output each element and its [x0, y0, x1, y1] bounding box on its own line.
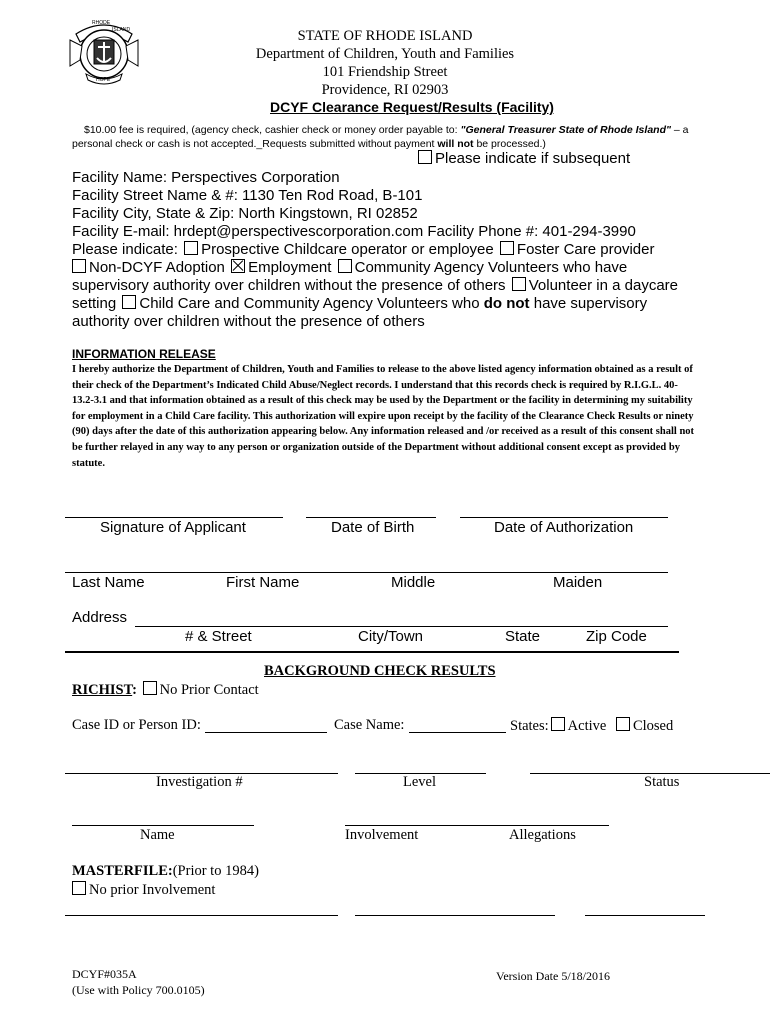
facility-name: Facility Name: Perspectives Corporation: [72, 169, 340, 186]
no-prior-involvement-label: No prior Involvement: [89, 882, 216, 898]
checkbox-non-supervisory-volunteers[interactable]: [122, 295, 136, 309]
policy-reference: (Use with Policy 700.0105): [72, 983, 205, 997]
active-label: Active: [567, 718, 607, 734]
maiden-name-label: Maiden: [553, 574, 603, 591]
masterfile-line-2[interactable]: [355, 915, 555, 916]
info-release-text: I hereby authorize the Department of Children, Youth and Families to release to the above listed agency information obtained as a result of their check of the Department’s Indicated Child Abuse/Neglect records. I understand that this records check is required by R.I.G.L. 40-13.2-3.1 and that information obtained as a result of this check may be used by the Department or the facility in determining my suitability for employment in a Child Care facility. This authorization will expire upon receipt by the facility of the Clearance Check Results or ninety (90) days after the date of this authorization appearing below. Any information released and /or received as a result of this consent shall not be further relayed in any way to any person or organization outside of the Department without additional consent except as provided by statute.: [72, 364, 695, 469]
case-name-line[interactable]: [409, 732, 506, 733]
case-id-line[interactable]: [205, 732, 327, 733]
checkbox-employment[interactable]: [231, 259, 245, 273]
header-line-2: Department of Children, Youth and Families: [255, 46, 515, 62]
closed-checkbox[interactable]: [616, 717, 630, 731]
label-foster-care: Foster Care provider: [516, 241, 655, 258]
city-label: City/Town: [358, 628, 424, 645]
checkbox-prospective-childcare[interactable]: [184, 241, 198, 255]
name-line[interactable]: [65, 572, 668, 573]
subsequent-label: Please indicate if subsequent: [435, 150, 631, 167]
investigation-label: Investigation #: [156, 774, 243, 790]
first-name-label: First Name: [226, 574, 300, 591]
header-line-4: Providence, RI 02903: [321, 82, 449, 98]
indicate-label: Please indicate:: [72, 241, 178, 258]
active-checkbox[interactable]: [551, 717, 565, 731]
header-line-3: 101 Friendship Street: [322, 64, 448, 80]
states-row: [510, 717, 673, 735]
richist-row: RICHIST: No Prior Contact: [72, 682, 259, 698]
subsequent-checkbox[interactable]: [418, 150, 432, 164]
section-divider: [65, 651, 679, 653]
case-id-label: Case ID or Person ID:: [72, 717, 201, 733]
label-community-volunteers: Community Agency Volunteers who have supervisory authority over children without the presence of others: [72, 259, 628, 294]
zip-label: Zip Code: [586, 628, 647, 645]
indicate-row-1: [72, 241, 654, 259]
header-line-1: STATE OF RHODE ISLAND: [297, 28, 473, 44]
dob-line[interactable]: [306, 517, 436, 518]
checkbox-foster-care[interactable]: [500, 241, 514, 255]
seal-ring-text-left: ISLAND: [112, 27, 131, 33]
label-non-dcyf-adoption: Non-DCYF Adoption: [89, 259, 225, 276]
name-result-label: Name: [140, 827, 175, 843]
facility-street: Facility Street Name & #: 1130 Ten Rod Road, B-101: [72, 187, 423, 204]
address-label: Address: [72, 609, 128, 626]
indicate-options-block: Non-DCYF Adoption Employment Community Agency Volunteers who have supervisory authority over children without the presence of others Volunteer in a daycare setting Child Care and Community Agency Volunteers who do not have supervisory authority over children without the presence of others: [72, 259, 679, 330]
facility-city: Facility City, State & Zip: North Kingstown, RI 02852: [72, 205, 418, 222]
address-line[interactable]: [135, 626, 668, 627]
seal-ring-text-bottom: HOPE: [96, 77, 111, 83]
allegations-label: Allegations: [509, 827, 576, 843]
form-number: DCYF#035A: [72, 967, 137, 981]
seal-ring-text-top: RHODE: [92, 20, 111, 26]
closed-label: Closed: [632, 718, 674, 734]
version-date: Version Date 5/18/2016: [496, 969, 610, 983]
state-label: State: [505, 628, 541, 645]
checkbox-daycare-volunteer[interactable]: [512, 277, 526, 291]
form-title: DCYF Clearance Request/Results (Facility): [270, 99, 554, 115]
label-daycare-volunteer: Volunteer in a daycare setting: [72, 277, 679, 312]
fee-notice: $10.00 fee is required, (agency check, cashier check or money order payable to: "General Treasurer State of Rhode Island" – a personal check or cash is not accepted._Requests submitted without payment will not be processed.): [72, 124, 689, 150]
prior-1984-label: (Prior to 1984): [172, 863, 259, 879]
no-prior-contact-checkbox[interactable]: [143, 681, 157, 695]
checkbox-community-volunteers[interactable]: [338, 259, 352, 273]
states-label: States:: [510, 718, 549, 734]
masterfile-row: [72, 863, 259, 880]
dob-label: Date of Birth: [331, 519, 415, 536]
auth-date-line[interactable]: [460, 517, 668, 518]
no-prior-involvement-checkbox[interactable]: [72, 881, 86, 895]
auth-date-label: Date of Authorization: [494, 519, 634, 536]
results-heading: BACKGROUND CHECK RESULTS: [264, 663, 496, 679]
street-label: # & Street: [185, 628, 252, 645]
signature-label: Signature of Applicant: [100, 519, 246, 536]
no-prior-involvement-row: [72, 881, 215, 899]
signature-line[interactable]: [65, 517, 283, 518]
subsequent-row: [416, 150, 630, 167]
masterfile-line-1[interactable]: [65, 915, 338, 916]
checkbox-non-dcyf-adoption[interactable]: [72, 259, 86, 273]
masterfile-line-3[interactable]: [585, 915, 705, 916]
richist-label: RICHIST: [72, 682, 133, 698]
involvement-label: Involvement: [345, 827, 419, 843]
info-release-heading: INFORMATION RELEASE: [72, 347, 216, 361]
level-label: Level: [403, 774, 437, 790]
name-result-line[interactable]: [72, 825, 254, 826]
facility-email-phone: Facility E-mail: hrdept@perspectivescorporation.com Facility Phone #: 401-294-3990: [72, 223, 636, 240]
middle-name-label: Middle: [391, 574, 436, 591]
last-name-label: Last Name: [72, 574, 145, 591]
case-name-label: Case Name:: [334, 717, 405, 733]
no-prior-contact-label: No Prior Contact: [159, 682, 259, 698]
involvement-line[interactable]: [345, 825, 609, 826]
label-prospective-childcare: Prospective Childcare operator or employee: [201, 241, 494, 258]
label-employment: Employment: [248, 259, 332, 276]
masterfile-label: MASTERFILE:: [72, 863, 173, 879]
status-label: Status: [644, 774, 680, 790]
